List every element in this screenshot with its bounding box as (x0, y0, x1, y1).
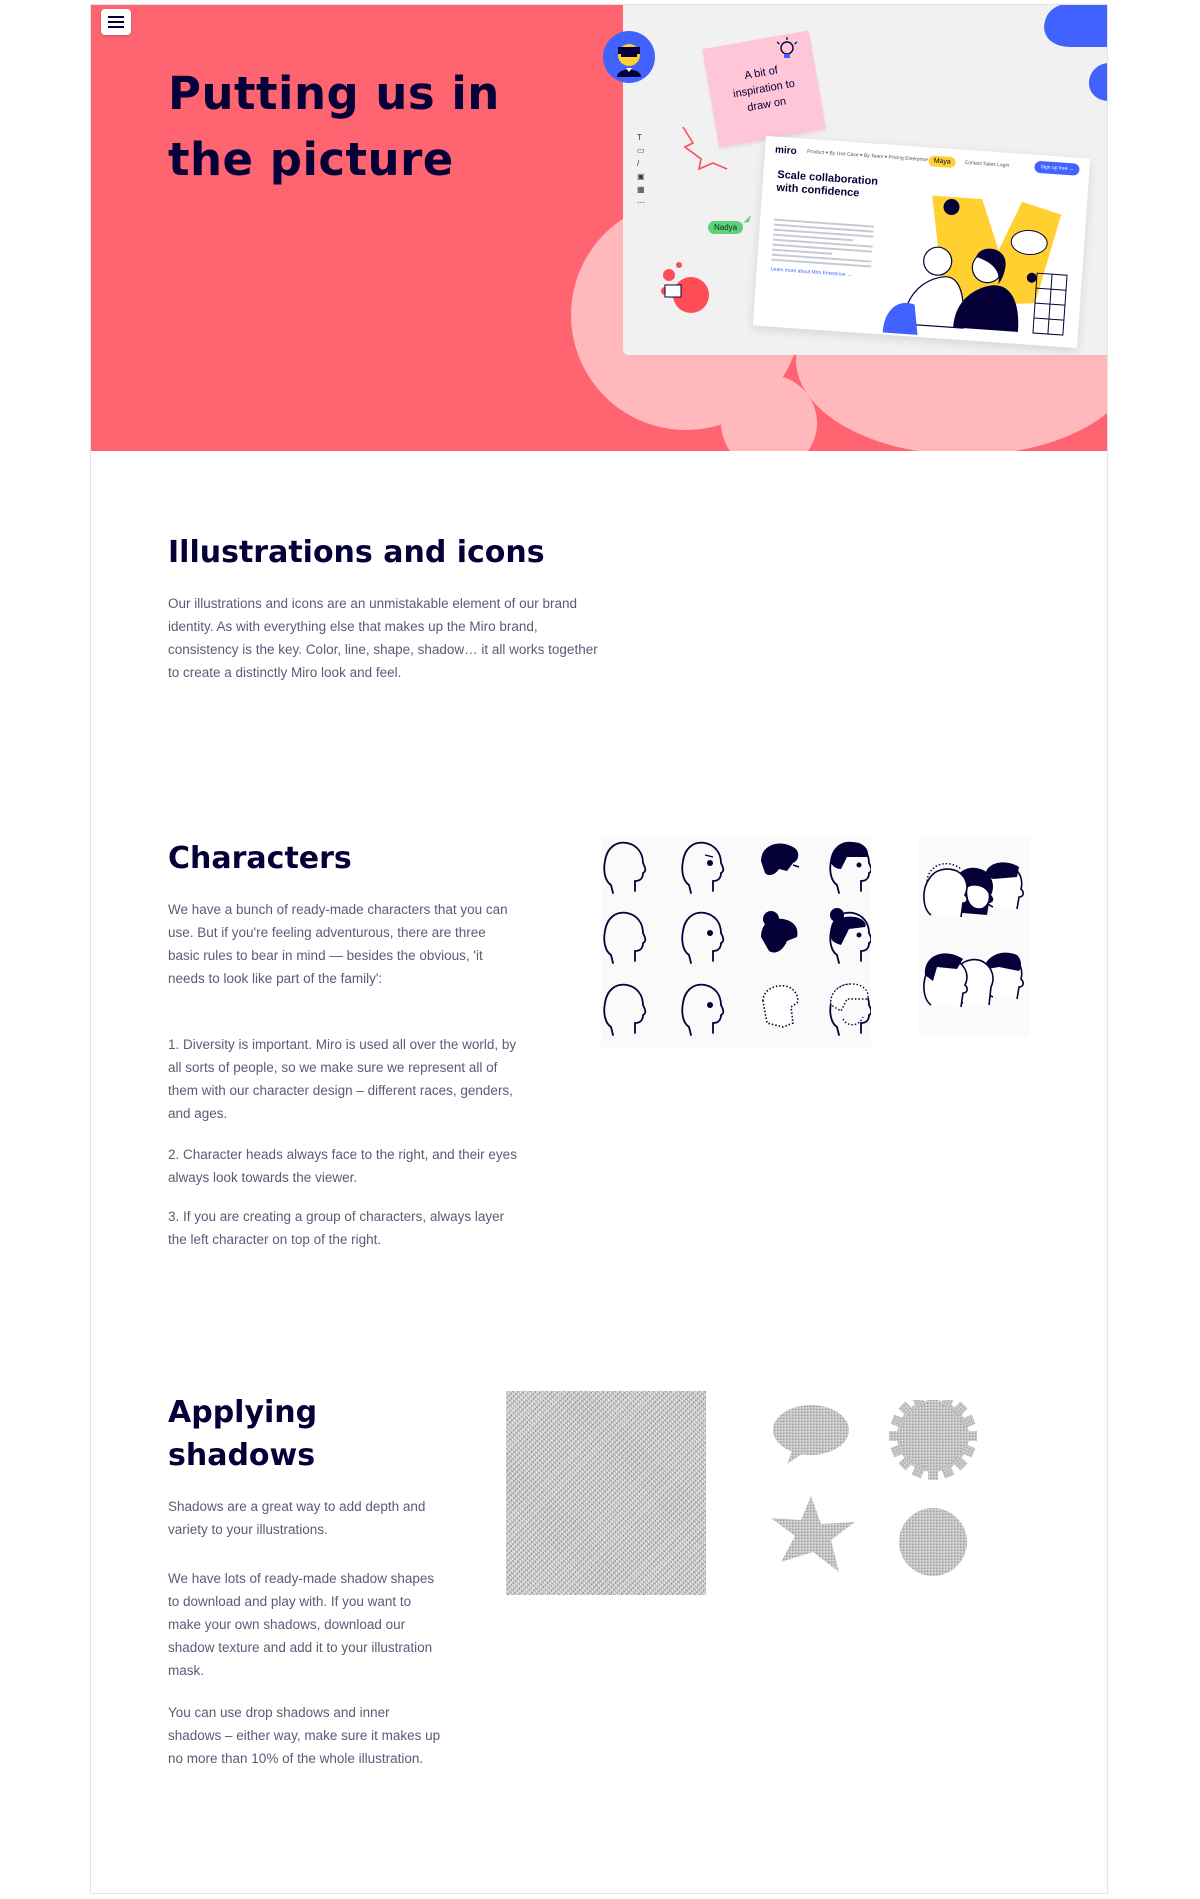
mockup-signup-button: Sign up free → (1034, 161, 1080, 176)
character-head-icon (761, 843, 799, 875)
speech-bubble-shape (773, 1405, 849, 1464)
shadows-body-1: Shadows are a great way to add depth and variety to your illustrations. (168, 1499, 426, 1537)
character-group-icon (924, 953, 1023, 1007)
character-head-icon (604, 843, 645, 893)
character-head-icon (830, 908, 871, 963)
shadow-shapes (771, 1400, 1001, 1610)
lightbulb-icon (773, 35, 801, 65)
mockup-link: Learn more about Miro Enterprise → (770, 266, 852, 279)
hero-banner (91, 5, 1108, 451)
mockup-illustration-icon (883, 173, 1084, 346)
star-shape (771, 1496, 855, 1572)
character-head-icon (830, 842, 871, 893)
shadows-body-3: You can use drop shadows and inner shadows – either way, make sure it makes up no more than 10% of the whole illustration. (168, 1705, 441, 1766)
more-tools-icon[interactable]: ⋯ (637, 198, 645, 207)
decorative-shape-icon (1031, 5, 1108, 105)
cursor-label: Nadya (708, 221, 743, 234)
circles-doodle-icon (651, 255, 711, 315)
mockup-body-text (771, 219, 874, 271)
character-head-icon (682, 985, 723, 1035)
character-head-icon (682, 843, 723, 893)
avatar[interactable] (603, 31, 655, 83)
character-head-icon (830, 984, 871, 1035)
characters-rule-3: 3. If you are creating a group of characters, always layer the left character on top of the right. (168, 1209, 505, 1247)
hero-title: Putting us in the picture (168, 67, 500, 186)
text-tool-icon[interactable]: T (637, 133, 642, 142)
characters-rule-2: 2. Character heads always face to the right, and their eyes always look towards the viewer. (168, 1147, 517, 1185)
shadows-body-2: We have lots of ready-made shadow shapes to download and play with. If you want to make your own shadows, download our shadow texture and add it to your illustration mask. (168, 1571, 435, 1678)
menu-button[interactable] (101, 9, 131, 35)
website-mockup (753, 136, 1090, 348)
mockup-headline: Scale collaboration with confidence (776, 168, 879, 200)
grid-tool-icon[interactable]: ▦ (637, 185, 645, 194)
whiteboard-toolbar (637, 133, 645, 207)
illustrations-body: Our illustrations and icons are an unmistakable element of our brand identity. As with everything else that makes up the Miro brand, consistency is the key. Color, line, shape, shadow… it all works together to create a distinctly Miro look and feel. (168, 596, 598, 680)
cursor-icon (741, 213, 753, 225)
circle-shape (899, 1508, 967, 1576)
mockup-nav: Product ▾ By Use Case ▾ By Team ▾ Pricing Enterprise (806, 148, 929, 164)
characters-intro: We have a bunch of ready-made characters that you can use. But if you're feeling adventurous, there are three basic rules to bear in mind — besides the obvious, 'it needs to look like part of the family': (168, 902, 508, 986)
character-heads-grid (601, 837, 871, 1047)
zigzag-doodle-icon (679, 123, 731, 173)
character-head-icon (763, 986, 798, 1027)
section-title-illustrations: Illustrations and icons (168, 535, 545, 570)
sticky-tool-icon[interactable]: ▭ (637, 146, 645, 155)
avatar-icon (609, 37, 649, 77)
section-title-shadows: Applying shadows (168, 1395, 318, 1473)
mockup-contact: Contact Sales Login (964, 159, 1010, 169)
character-groups (919, 837, 1029, 1037)
cursor-label: Maya (928, 155, 956, 168)
pen-tool-icon[interactable]: / (637, 159, 640, 168)
character-head-icon (761, 911, 797, 953)
sticky-note-text: A bit of inspiration to draw on (732, 64, 796, 115)
character-head-icon (682, 913, 723, 963)
miro-logo: miro (774, 144, 798, 158)
section-title-characters: Characters (168, 841, 352, 876)
frame-tool-icon[interactable]: ▣ (637, 172, 645, 181)
character-head-icon (604, 985, 645, 1035)
gear-shape (889, 1400, 977, 1480)
character-head-icon (604, 913, 645, 963)
shadow-texture-image (506, 1391, 706, 1595)
page (90, 4, 1108, 1894)
characters-rule-1: 1. Diversity is important. Miro is used all over the world, by all sorts of people, so we make sure we represent all of them with our character design – different races, genders, and ages. (168, 1037, 517, 1121)
character-group-icon (924, 862, 1023, 917)
menu-icon (108, 16, 124, 18)
